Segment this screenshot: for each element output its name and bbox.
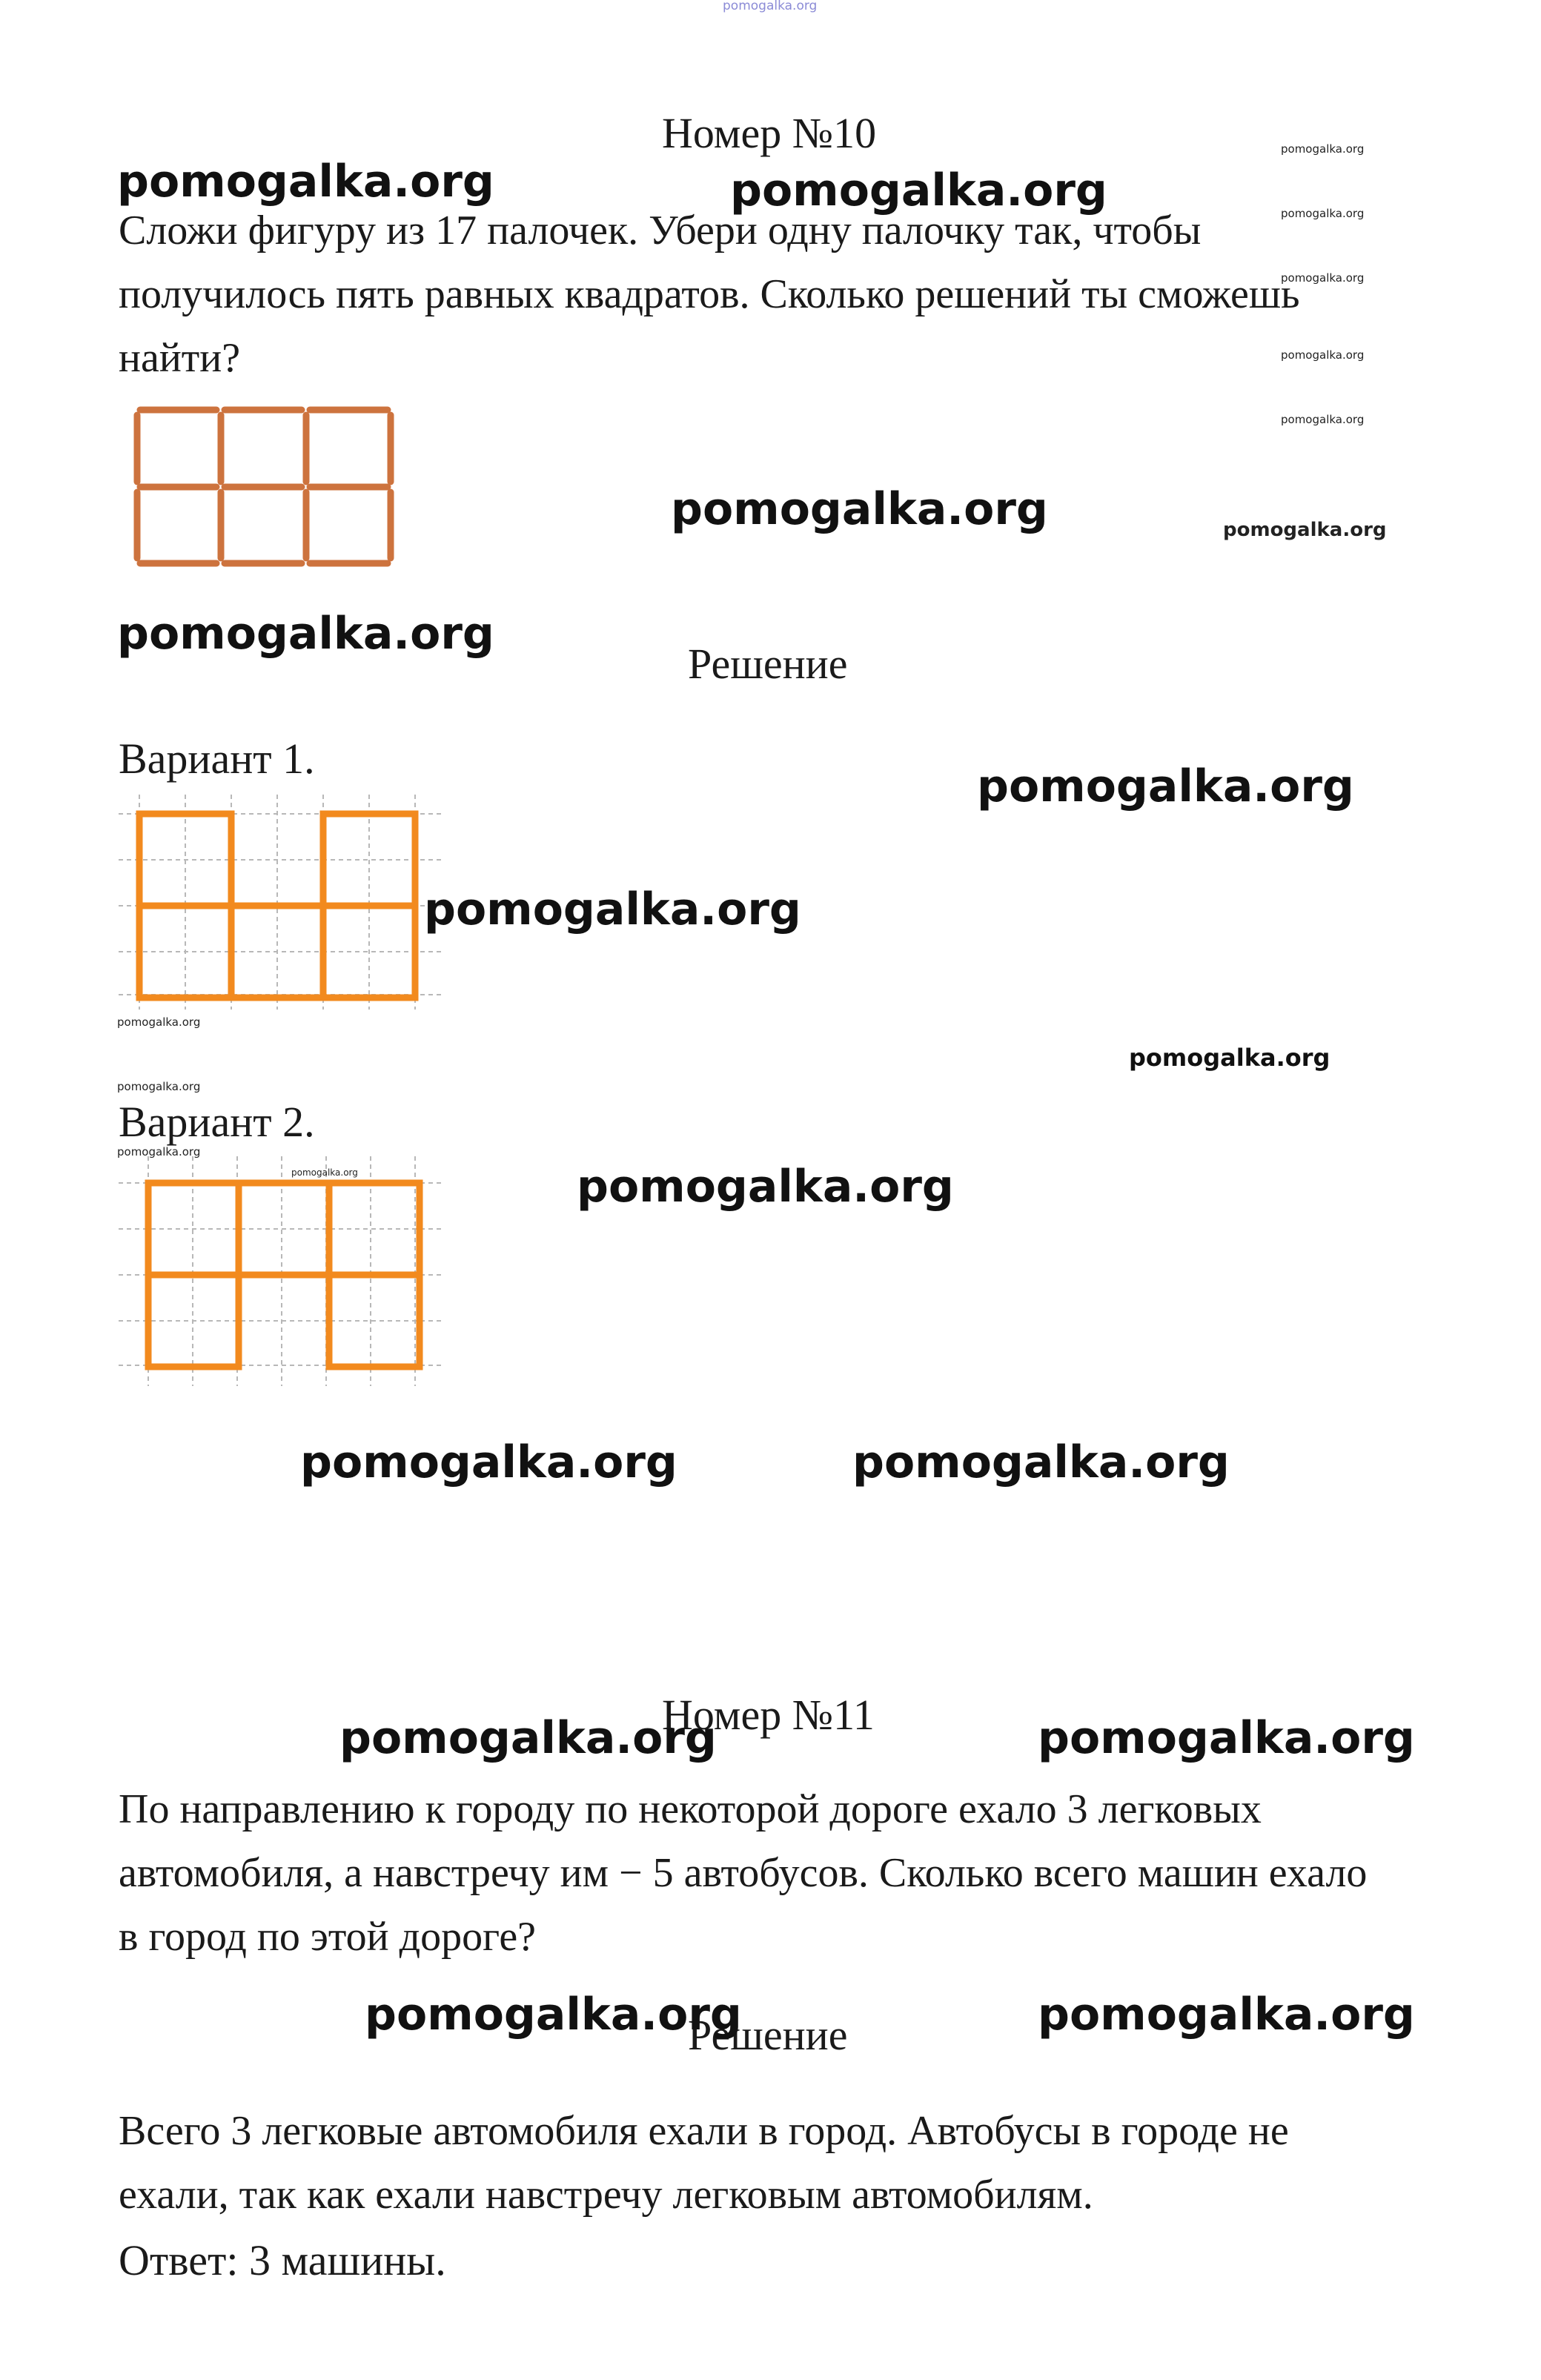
watermark: pomogalka.org: [300, 1436, 677, 1488]
task11-text: По направлению к городу по некоторой дороге ехало 3 легковых автомобиля, а навстречу им − 5 автобусов. Сколько всего машин ехало в город по этой дороге?: [119, 1786, 1368, 1960]
watermark: pomogalka.org: [1223, 519, 1387, 541]
watermark: pomogalka.org: [117, 156, 494, 208]
header-watermark: pomogalka.org: [723, 0, 818, 13]
watermark: pomogalka.org: [117, 1145, 201, 1158]
watermark: pomogalka.org: [671, 483, 1048, 535]
watermark: pomogalka.org: [291, 1167, 358, 1178]
watermark: pomogalka.org: [117, 1015, 201, 1029]
watermark: pomogalka.org: [1038, 1989, 1415, 2041]
task11-solution-text: Всего 3 легковые автомобиля ехали в город. Автобусы в городе не ехали, так как ехали навстречу легковым автомобилям.: [119, 2108, 1289, 2218]
watermark: pomogalka.org: [577, 1161, 954, 1213]
variant2-figure: [119, 1156, 445, 1386]
watermark: pomogalka.org: [1281, 348, 1365, 362]
watermark: pomogalka.org: [117, 1080, 201, 1093]
watermark: pomogalka.org: [1281, 413, 1365, 426]
task10-title: Номер №10: [662, 109, 877, 157]
watermark: pomogalka.org: [730, 165, 1107, 216]
watermark: pomogalka.org: [117, 608, 494, 660]
task11-answer: Ответ: 3 машины.: [119, 2236, 446, 2284]
matchstick-figure: [130, 399, 404, 577]
watermark: pomogalka.org: [977, 760, 1354, 812]
task10-text: Сложи фигуру из 17 палочек. Убери одну палочку так, чтобы получилось пять равных квадратов. Сколько решений ты сможешь найти?: [119, 208, 1300, 381]
variant1-figure: [119, 795, 445, 1010]
watermark: pomogalka.org: [1281, 142, 1365, 156]
watermark: pomogalka.org: [852, 1436, 1230, 1488]
watermark: pomogalka.org: [1281, 271, 1365, 285]
watermark: pomogalka.org: [424, 884, 801, 935]
watermark: pomogalka.org: [1281, 207, 1365, 220]
variant1-label: Вариант 1.: [119, 735, 315, 783]
watermark: pomogalka.org: [1129, 1044, 1330, 1072]
task10-solution-heading: Решение: [688, 640, 848, 688]
watermark: pomogalka.org: [339, 1712, 717, 1764]
task11-solution-heading: Решение: [688, 2011, 848, 2059]
watermark: pomogalka.org: [1038, 1712, 1415, 1764]
variant2-label: Вариант 2.: [119, 1098, 315, 1146]
watermark: pomogalka.org: [365, 1989, 742, 2041]
task11-title: Номер №11: [662, 1691, 875, 1739]
